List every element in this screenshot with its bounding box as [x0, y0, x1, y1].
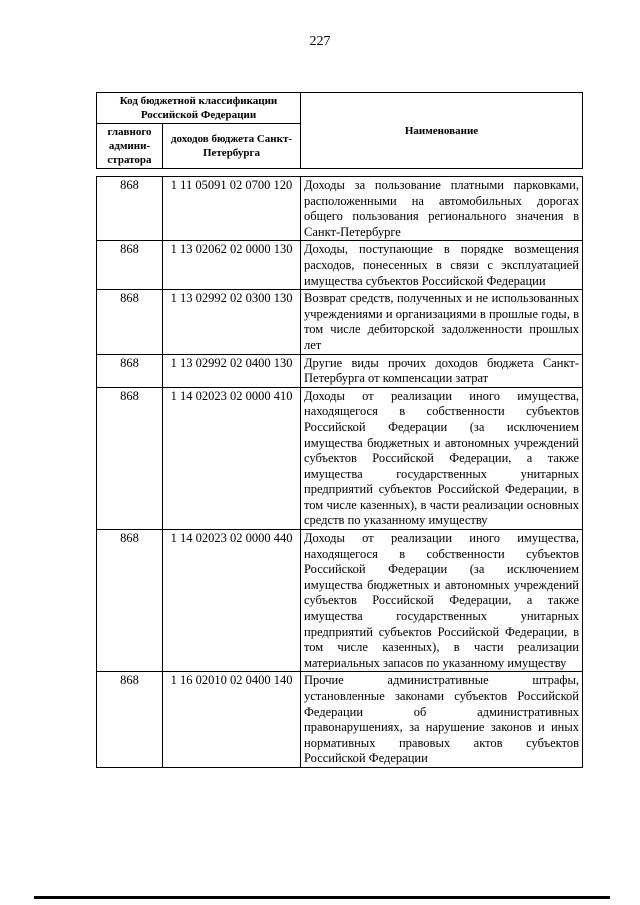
header-admin-column: главного админи-стратора	[97, 124, 163, 169]
admin-code-cell: 868	[97, 241, 163, 290]
income-code-cell: 1 13 02062 02 0000 130	[163, 241, 301, 290]
income-name-cell: Другие виды прочих доходов бюджета Санкт-Петербурга от компенсации затрат	[301, 354, 583, 387]
page-number: 227	[309, 34, 331, 49]
income-code-cell: 1 13 02992 02 0300 130	[163, 290, 301, 354]
header-income-column: доходов бюджета Санкт-Петербурга	[163, 124, 301, 169]
income-codes-table	[96, 176, 583, 768]
classification-header-table	[96, 92, 583, 169]
table-row	[97, 354, 583, 387]
table-row	[97, 530, 583, 672]
income-name-cell: Возврат средств, полученных и не использованных учреждениями и организациями в прошлые годы, в том числе дебиторской задолженности прошлых лет	[301, 290, 583, 354]
admin-code-cell: 868	[97, 672, 163, 768]
income-name-cell: Прочие административные штрафы, установленные законами субъектов Российской Федерации об административных правонарушениях, за нарушение законов и иных нормативных правовых актов субъектов Российской Федерации	[301, 672, 583, 768]
admin-code-cell: 868	[97, 530, 163, 672]
table-row	[97, 387, 583, 529]
admin-code-cell: 868	[97, 290, 163, 354]
header-budget-classification: Код бюджетной классификации Российской Федерации	[97, 93, 301, 124]
admin-code-cell: 868	[97, 177, 163, 241]
income-name-cell: Доходы за пользование платными парковками, расположенными на автомобильных дорогах общего пользования регионального значения в Санкт-Петербурге	[301, 177, 583, 241]
footer-divider	[34, 896, 610, 899]
income-name-cell: Доходы, поступающие в порядке возмещения расходов, понесенных в связи с эксплуатацией имущества субъектов Российской Федерации	[301, 241, 583, 290]
table-row	[97, 177, 583, 241]
admin-code-cell: 868	[97, 387, 163, 529]
table-row	[97, 241, 583, 290]
table-row	[97, 672, 583, 768]
income-code-cell: 1 14 02023 02 0000 440	[163, 530, 301, 672]
income-name-cell: Доходы от реализации иного имущества, находящегося в собственности субъектов Российской Федерации (за исключением имущества бюджетных и автономных учреждений субъектов Российской Федерации, а также имущества государственных унитарных предприятий субъектов Российской Федерации, в том числе казенных), в части реализации основных средств по указанному имуществу	[301, 387, 583, 529]
income-code-cell: 1 11 05091 02 0700 120	[163, 177, 301, 241]
income-code-cell: 1 13 02992 02 0400 130	[163, 354, 301, 387]
income-code-cell: 1 16 02010 02 0400 140	[163, 672, 301, 768]
income-name-cell: Доходы от реализации иного имущества, находящегося в собственности субъектов Российской Федерации (за исключением имущества бюджетных и автономных учреждений субъектов Российской Федерации, а также имущества государственных унитарных предприятий субъектов Российской Федерации, в том числе казенных), в части реализации материальных запасов по указанному имуществу	[301, 530, 583, 672]
table-row	[97, 290, 583, 354]
header-name-column: Наименование	[301, 93, 583, 169]
income-code-cell: 1 14 02023 02 0000 410	[163, 387, 301, 529]
admin-code-cell: 868	[97, 354, 163, 387]
